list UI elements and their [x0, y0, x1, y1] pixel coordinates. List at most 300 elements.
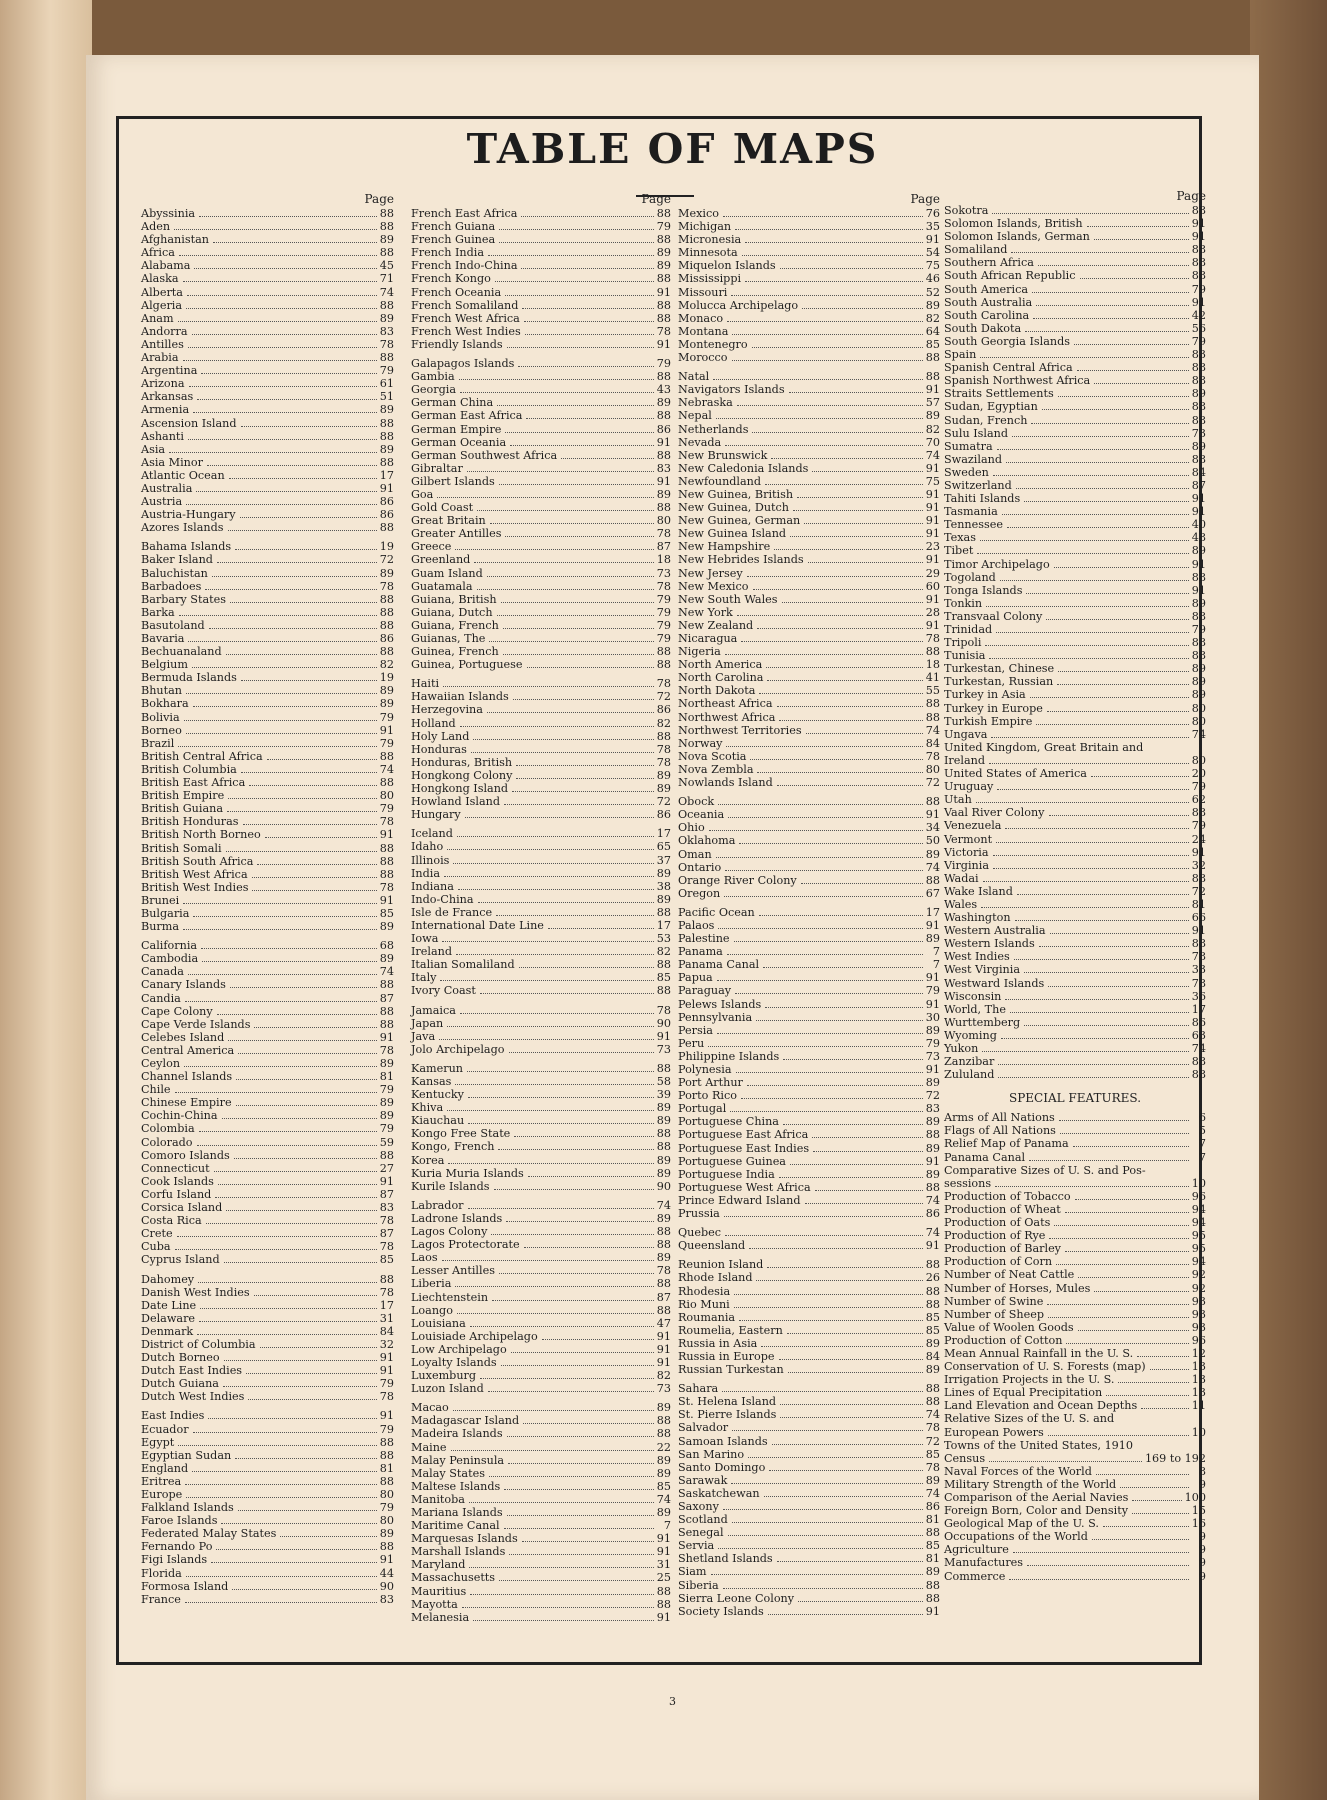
dot-leader: [230, 987, 377, 988]
index-entry: [141, 697, 394, 710]
entry-name: Hungary: [411, 808, 461, 822]
entry-page-number: 91: [1191, 557, 1206, 571]
dot-leader: [224, 1360, 377, 1361]
entry-name: French Guinea: [411, 233, 496, 247]
dot-leader: [457, 836, 654, 837]
entry-name: Colombia: [141, 1122, 195, 1136]
entry-name: California: [141, 939, 198, 953]
entry-name: Somaliland: [944, 243, 1008, 257]
index-entry: [944, 1164, 1206, 1177]
entry-name: Ireland: [944, 753, 986, 767]
entry-name: Washington: [944, 911, 1011, 925]
index-entry: [678, 1605, 940, 1618]
index-entry: [944, 846, 1206, 859]
dot-leader: [977, 553, 1188, 554]
entry-page-number: 17: [379, 468, 394, 482]
dot-leader: [1054, 1225, 1188, 1226]
index-entry: [944, 1334, 1206, 1347]
dot-leader: [241, 680, 377, 681]
dot-leader: [442, 1260, 654, 1261]
index-entry: [141, 259, 394, 272]
dot-leader: [1047, 1304, 1188, 1305]
index-entry: [411, 1043, 671, 1056]
index-entry: [678, 1448, 940, 1461]
dot-leader: [1118, 1382, 1188, 1383]
entry-page-number: 74: [379, 762, 394, 776]
index-entry: [411, 1414, 671, 1427]
entry-name: Switzerland: [944, 478, 1012, 492]
entry-page-number: 88: [379, 1474, 394, 1488]
entry-name: Comparative Sizes of U. S. and Pos-: [944, 1163, 1146, 1177]
dot-leader: [459, 379, 654, 380]
entry-name: Dutch Borneo: [141, 1351, 220, 1365]
entry-name: Alabama: [141, 259, 191, 273]
index-entry: [944, 911, 1206, 924]
dot-leader: [763, 967, 923, 968]
entry-name: Nova Zembla: [678, 762, 754, 776]
entry-page-number: 86: [379, 495, 394, 509]
dot-leader: [1005, 999, 1188, 1000]
entry-page-number: 74: [1191, 1042, 1206, 1055]
entry-page-number: 91: [379, 1351, 394, 1365]
entry-name: Dutch Guiana: [141, 1377, 219, 1391]
entry-page-number: 74: [379, 965, 394, 979]
index-entry: [411, 1532, 671, 1545]
entry-name: Cuba: [141, 1240, 171, 1254]
entry-name: Kamerun: [411, 1061, 464, 1075]
dot-leader: [780, 1417, 922, 1418]
entry-name: Tonga Islands: [944, 583, 1023, 597]
entry-page-number: 89: [379, 1527, 394, 1541]
entry-name: Loyalty Islands: [411, 1355, 497, 1369]
entry-name: Sierra Leone Colony: [678, 1591, 795, 1605]
dot-leader: [217, 1014, 377, 1015]
entry-page-number: 85: [925, 1447, 940, 1461]
entry-page-number: 73: [656, 1042, 671, 1056]
dot-leader: [447, 1026, 654, 1027]
entry-page-number: 91: [379, 1553, 394, 1567]
index-entry: [944, 204, 1206, 217]
entry-name: Guiana, Dutch: [411, 605, 493, 619]
dot-leader: [444, 876, 654, 877]
entry-name: Kuria Muria Islands: [411, 1166, 524, 1180]
index-entry: [678, 887, 940, 900]
entry-page-number: 22: [656, 1440, 671, 1454]
entry-name: Conservation of U. S. Forests (map): [944, 1360, 1146, 1374]
entry-name: Ontario: [678, 860, 722, 874]
entry-page-number: 88: [925, 795, 940, 809]
dot-leader: [716, 418, 923, 419]
entry-name: Tasmania: [944, 505, 998, 519]
index-entry: [411, 677, 671, 690]
entry-page-number: 91: [656, 337, 671, 351]
entry-name: Portugal: [678, 1102, 727, 1116]
index-entry: [141, 952, 394, 965]
dot-leader: [497, 615, 654, 616]
dot-leader: [1030, 697, 1189, 698]
dot-leader: [175, 1092, 377, 1093]
index-entry: [678, 848, 940, 861]
entry-page-number: 88: [656, 1277, 671, 1291]
dot-leader: [1047, 711, 1189, 712]
entry-name: Cambodia: [141, 952, 199, 966]
dot-leader: [498, 1149, 653, 1150]
dot-leader: [507, 347, 654, 348]
entry-page-number: 88: [1191, 204, 1206, 217]
index-entry: [141, 443, 394, 456]
dot-leader: [1137, 1356, 1189, 1357]
entry-page-number: 42: [1191, 308, 1206, 322]
entry-page-number: 89: [925, 409, 940, 423]
index-entry: [678, 1592, 940, 1605]
entry-name: Portuguese Guinea: [678, 1154, 786, 1168]
entry-name: Lesser Antilles: [411, 1264, 495, 1278]
entry-page-number: 88: [379, 298, 394, 312]
dot-leader: [462, 1607, 654, 1608]
index-entry: [141, 1567, 394, 1580]
entry-page-number: 91: [925, 487, 940, 501]
index-entry: [944, 649, 1206, 662]
index-entry: [411, 632, 671, 645]
dot-leader: [440, 980, 653, 981]
entry-page-number: 96: [1191, 1333, 1206, 1347]
index-entry: [141, 1409, 394, 1422]
dot-leader: [226, 654, 377, 655]
entry-name: Laos: [411, 1251, 438, 1265]
dot-leader: [735, 229, 923, 230]
index-entry: [141, 658, 394, 671]
entry-page-number: 91: [379, 481, 394, 495]
index-entry: [411, 1114, 671, 1127]
entry-name: Lines of Equal Precipitation: [944, 1386, 1103, 1400]
entry-page-number: 91: [379, 893, 394, 907]
entry-page-number: 59: [379, 1135, 394, 1149]
entry-name: Minnesota: [678, 246, 738, 260]
entry-page-number: 78: [656, 1264, 671, 1278]
entry-name: Michigan: [678, 220, 732, 234]
dot-leader: [976, 802, 1189, 803]
entry-name: Delaware: [141, 1311, 196, 1325]
entry-page-number: 9: [1198, 1543, 1206, 1557]
entry-name: South Carolina: [944, 308, 1030, 322]
index-entry: [141, 763, 394, 776]
index-entry: [944, 492, 1206, 505]
dot-leader: [1078, 1277, 1188, 1278]
entry-name: Maritime Canal: [411, 1519, 500, 1533]
entry-name: Togoland: [944, 570, 996, 584]
index-entry: [678, 834, 940, 847]
entry-name: Netherlands: [678, 422, 749, 436]
dot-leader: [753, 589, 923, 590]
index-entry: [678, 501, 940, 514]
entry-name: Saskatchewan: [678, 1486, 760, 1500]
dot-leader: [1096, 1474, 1189, 1475]
entry-name: Cyprus Island: [141, 1253, 220, 1267]
entry-page-number: 79: [379, 1083, 394, 1097]
entry-name: Western Australia: [944, 924, 1046, 938]
entry-name: Candia: [141, 991, 181, 1005]
dot-leader: [516, 765, 654, 766]
entry-name: Papua: [678, 971, 713, 985]
index-entry: [678, 383, 940, 396]
index-entry: [944, 872, 1206, 885]
dot-leader: [465, 817, 654, 818]
dot-leader: [1007, 527, 1189, 528]
entry-page-number: 91: [379, 723, 394, 737]
dot-leader: [774, 549, 923, 550]
index-entry: [944, 1308, 1206, 1321]
index-entry: [141, 1096, 394, 1109]
entry-page-number: 91: [379, 1364, 394, 1378]
entry-name: British West Africa: [141, 867, 248, 881]
entry-name: Melanesia: [411, 1610, 470, 1624]
index-entry: [411, 1088, 671, 1101]
index-entry: [944, 348, 1206, 361]
dot-leader: [448, 1163, 653, 1164]
index-entry: [678, 874, 940, 887]
entry-page-number: 89: [656, 1114, 671, 1128]
entry-page-number: 74: [925, 1408, 940, 1422]
entry-page-number: 6: [1198, 1111, 1206, 1125]
entry-name: Monaco: [678, 311, 724, 325]
entry-name: Nowlands Island: [678, 776, 773, 790]
dot-leader: [524, 1247, 654, 1248]
dot-leader: [455, 1286, 653, 1287]
index-entry: [141, 508, 394, 521]
index-entry: [944, 1543, 1206, 1556]
entry-page-number: 88: [656, 233, 671, 247]
entry-page-number: 91: [379, 1030, 394, 1044]
dot-leader: [989, 1461, 1142, 1462]
dot-leader: [186, 504, 377, 505]
entry-page-number: 88: [656, 1427, 671, 1441]
index-entry: [678, 1128, 940, 1141]
dot-leader: [736, 1072, 923, 1073]
dot-leader: [193, 412, 377, 413]
index-entry: [411, 567, 671, 580]
dot-leader: [211, 1562, 377, 1563]
dot-leader: [229, 478, 377, 479]
entry-name: Russia in Europe: [678, 1349, 775, 1363]
index-entry: [141, 1488, 394, 1501]
dot-leader: [234, 1158, 377, 1159]
index-entry: [141, 855, 394, 868]
entry-name: Oceania: [678, 808, 725, 822]
entry-name: Guinea, French: [411, 645, 499, 659]
entry-name: Salvador: [678, 1421, 729, 1435]
special-features-heading: SPECIAL FEATURES.: [1008, 1091, 1142, 1106]
dot-leader: [1036, 724, 1188, 725]
index-entry: [944, 1177, 1206, 1190]
dot-leader: [989, 763, 1189, 764]
index-entry: [411, 370, 671, 383]
entry-name: United States of America: [944, 767, 1087, 781]
entry-name: Anam: [141, 311, 174, 325]
index-entry: [141, 1044, 394, 1057]
entry-name: Loango: [411, 1303, 453, 1317]
dot-leader: [495, 281, 654, 282]
index-entry: [141, 1423, 394, 1436]
index-entry: [411, 272, 671, 285]
entry-page-number: 88: [1191, 871, 1206, 885]
dot-leader: [782, 602, 923, 603]
entry-name: Louisiana: [411, 1316, 466, 1330]
dot-leader: [521, 268, 653, 269]
dot-leader: [723, 1509, 923, 1510]
entry-page-number: 78: [379, 1285, 394, 1299]
entry-page-number: 73: [656, 1382, 671, 1396]
dot-leader: [528, 1176, 654, 1177]
index-entry: [411, 488, 671, 501]
index-entry: [411, 540, 671, 553]
index-entry: [141, 920, 394, 933]
index-entry: [141, 364, 394, 377]
dot-leader: [1032, 292, 1189, 293]
entry-page-number: 17: [656, 918, 671, 932]
entry-page-number: 91: [1191, 505, 1206, 519]
dot-leader: [460, 1013, 654, 1014]
dot-leader: [718, 1548, 923, 1549]
index-entry: [678, 1461, 940, 1474]
index-entry: [141, 456, 394, 469]
index-entry: [141, 632, 394, 645]
dot-leader: [236, 1105, 377, 1106]
entry-name: Africa: [141, 246, 175, 260]
entry-name: England: [141, 1461, 189, 1475]
entry-page-number: 91: [1191, 845, 1206, 859]
dot-leader: [1091, 776, 1189, 777]
entry-page-number: 72: [925, 1089, 940, 1103]
entry-page-number: 79: [656, 220, 671, 234]
dot-leader: [202, 961, 377, 962]
entry-name: Foreign Born, Color and Density: [944, 1504, 1129, 1518]
entry-name: South Georgia Islands: [944, 334, 1070, 348]
entry-page-number: 88: [656, 298, 671, 312]
index-entry: [411, 756, 671, 769]
entry-page-number: 19: [379, 540, 394, 554]
dot-leader: [241, 772, 377, 773]
entry-name: Ivory Coast: [411, 984, 476, 998]
entry-name: Guam Island: [411, 566, 483, 580]
dot-leader: [499, 229, 654, 230]
entry-name: Uruguay: [944, 780, 994, 794]
entry-name: New Hebrides Islands: [678, 553, 804, 567]
entry-name: Yukon: [944, 1042, 979, 1055]
entry-name: Hongkong Colony: [411, 768, 513, 782]
index-entry: [411, 338, 671, 351]
index-entry: [411, 906, 671, 919]
index-entry: [944, 806, 1206, 819]
index-entry: [411, 1441, 671, 1454]
index-entry: [411, 233, 671, 246]
index-entry: [944, 597, 1206, 610]
entry-name: Mayotta: [411, 1597, 458, 1611]
entry-name: Transvaal Colony: [944, 609, 1043, 623]
entry-page-number: 81: [379, 1461, 394, 1475]
dot-leader: [226, 1210, 377, 1211]
index-entry: [944, 1465, 1206, 1478]
index-entry: [678, 606, 940, 619]
index-entry: [141, 1253, 394, 1266]
dot-leader: [1046, 619, 1188, 620]
index-entry: [411, 553, 671, 566]
index-entry: [678, 1024, 940, 1037]
entry-name: Production of Oats: [944, 1216, 1051, 1230]
dot-leader: [206, 1223, 377, 1224]
dot-leader: [734, 1307, 923, 1308]
dot-leader: [741, 1098, 923, 1099]
entry-name: Number of Swine: [944, 1294, 1044, 1308]
entry-page-number: 88: [656, 1061, 671, 1075]
dot-leader: [808, 562, 923, 563]
entry-page-number: 16: [1191, 1517, 1206, 1531]
index-entry: [411, 717, 671, 730]
entry-name: British South Africa: [141, 854, 254, 868]
entry-page-number: 79: [379, 802, 394, 816]
index-entry: [141, 1175, 394, 1188]
entry-name: Turkish Empire: [944, 714, 1033, 728]
index-entry: [678, 409, 940, 422]
entry-name: Iowa: [411, 932, 439, 946]
index-entry: [678, 1513, 940, 1526]
entry-page-number: 17: [379, 1298, 394, 1312]
entry-name: Formosa Island: [141, 1579, 229, 1593]
entry-page-number: 88: [379, 592, 394, 606]
dot-leader: [727, 321, 923, 322]
entry-name: Panama: [678, 945, 723, 959]
index-entry: [141, 1273, 394, 1286]
dot-leader: [265, 837, 377, 838]
entry-page-number: 93: [1191, 1294, 1206, 1308]
dot-leader: [184, 1066, 377, 1067]
index-entry: [944, 1347, 1206, 1360]
dot-leader: [474, 562, 653, 563]
entry-page-number: 89: [656, 1506, 671, 1519]
dot-leader: [213, 242, 377, 243]
dot-leader: [1015, 920, 1189, 921]
entry-page-number: 12: [1191, 1346, 1206, 1360]
dot-leader: [1094, 383, 1189, 384]
entry-page-number: 73: [1191, 426, 1206, 440]
dot-leader: [228, 530, 377, 531]
index-entry: [411, 1401, 671, 1414]
index-entry: [678, 750, 940, 763]
dot-leader: [223, 1386, 377, 1387]
entry-name: Arizona: [141, 377, 185, 391]
entry-page-number: 87: [379, 1187, 394, 1201]
index-entry: [944, 1151, 1206, 1164]
entry-page-number: 7: [1198, 1150, 1206, 1164]
entry-page-number: 47: [656, 1316, 671, 1330]
dot-leader: [491, 1234, 653, 1235]
entry-name: Cook Islands: [141, 1174, 214, 1188]
entry-name: Holy Land: [411, 729, 470, 743]
entry-page-number: 88: [1191, 570, 1206, 584]
entry-page-number: 89: [656, 1466, 671, 1480]
index-entry: [141, 377, 394, 390]
entry-name: Illinois: [411, 853, 450, 867]
entry-name: Portuguese West Africa: [678, 1180, 811, 1194]
entry-name: Philippine Islands: [678, 1049, 780, 1063]
index-entry: [141, 684, 394, 697]
entry-name: French Somaliland: [411, 298, 519, 312]
entry-page-number: 74: [925, 1226, 940, 1240]
dot-leader: [812, 1137, 922, 1138]
index-entry: [411, 580, 671, 593]
index-entry: [141, 868, 394, 881]
index-entry: [944, 1517, 1206, 1530]
entry-name: Production of Corn: [944, 1255, 1053, 1269]
